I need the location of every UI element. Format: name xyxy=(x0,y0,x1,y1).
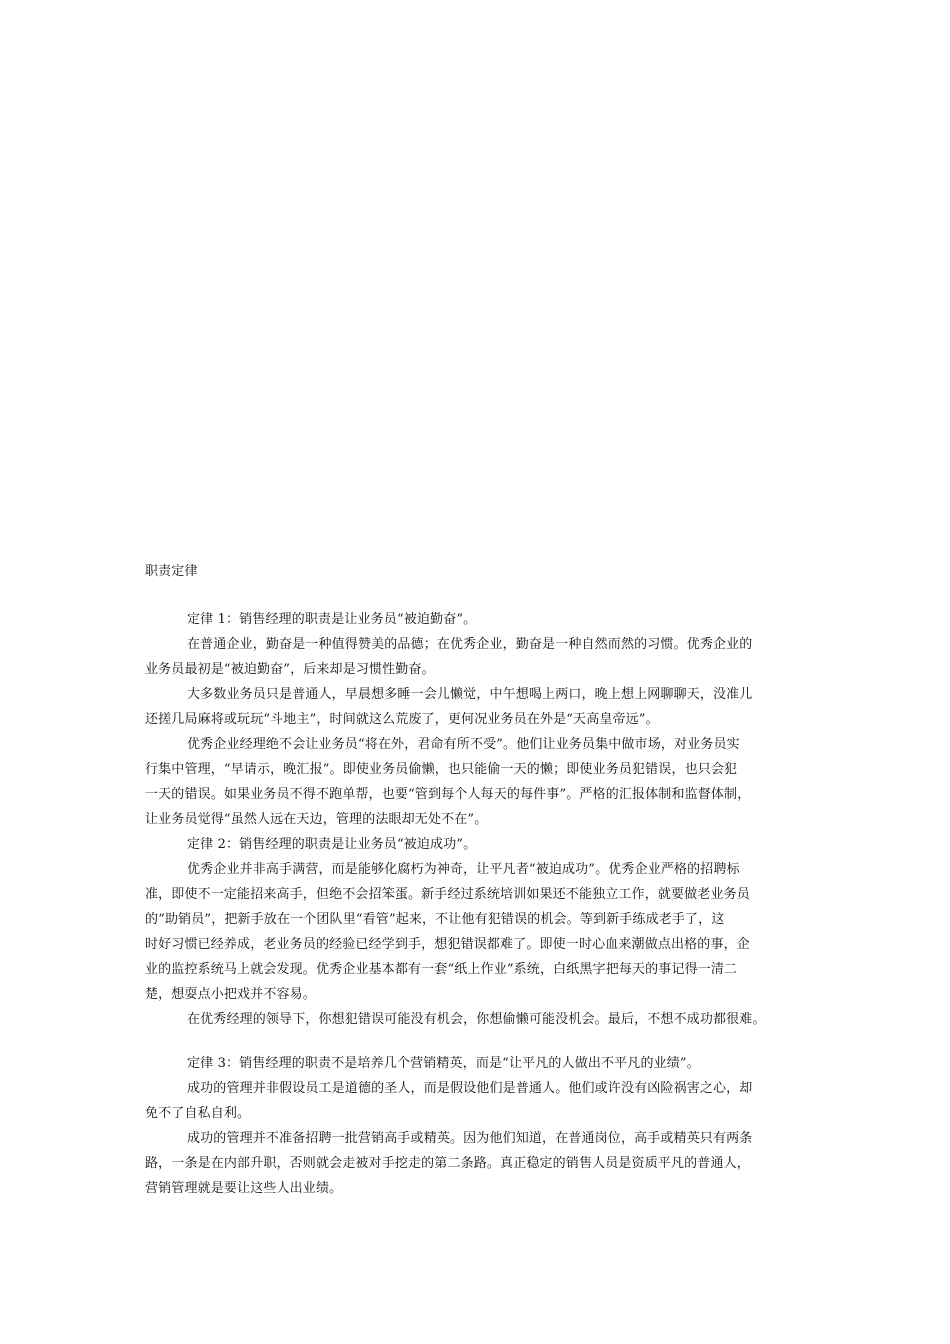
paragraph-line: 业务员最初是“被迫勤奋”，后来却是习惯性勤奋。 xyxy=(145,662,435,677)
paragraph-line: 成功的管理并不准备招聘一批营销高手或精英。因为他们知道，在普通岗位，高手或精英只有两条 xyxy=(187,1131,753,1146)
paragraph-line: 成功的管理并非假设员工是道德的圣人，而是假设他们是普通人。他们或许没有凶险祸害之心，却 xyxy=(187,1081,753,1096)
paragraph-line: 优秀企业并非高手满营，而是能够化腐朽为神奇，让平凡者“被迫成功”。优秀企业严格的招聘标 xyxy=(187,862,740,877)
paragraph-line: 路，一条是在内部升职，否则就会走被对手挖走的第二条路。真正稳定的销售人员是资质平凡的普通人， xyxy=(145,1156,750,1171)
paragraph-line: 免不了自私自利。 xyxy=(145,1106,251,1121)
paragraph-line: 在优秀经理的领导下，你想犯错误可能没有机会，你想偷懒可能没机会。最后，不想不成功都很难。 xyxy=(187,1012,766,1027)
law-1-heading: 定律 1：销售经理的职责是让业务员“被迫勤奋”。 xyxy=(187,612,477,627)
paragraph-line: 的“助销员”，把新手放在一个团队里“看管”起来，不让他有犯错误的机会。等到新手练成老手了，这 xyxy=(145,912,725,927)
paragraph-line: 楚，想耍点小把戏并不容易。 xyxy=(145,987,316,1002)
law-2-heading: 定律 2：销售经理的职责是让业务员“被迫成功”。 xyxy=(187,837,477,852)
law-3-heading: 定律 3：销售经理的职责不是培养几个营销精英，而是“让平凡的人做出不平凡的业绩”。 xyxy=(187,1056,700,1071)
paragraph-line: 还搓几局麻将或玩玩“斗地主”，时间就这么荒废了，更何况业务员在外是“天高皇帝远”。 xyxy=(145,712,659,727)
paragraph-line: 业的监控系统马上就会发现。优秀企业基本都有一套“纸上作业”系统，白纸黑字把每天的事记得一清二 xyxy=(145,962,738,977)
paragraph-line: 准，即使不一定能招来高手，但绝不会招笨蛋。新手经过系统培训如果还不能独立工作，就要做老业务员 xyxy=(145,887,750,902)
paragraph-line: 大多数业务员只是普通人，早晨想多睡一会儿懒觉，中午想喝上两口，晚上想上网聊聊天，没准儿 xyxy=(187,687,753,702)
paragraph-line: 优秀企业经理绝不会让业务员“将在外，君命有所不受”。他们让业务员集中做市场，对业务员实 xyxy=(187,737,740,752)
paragraph-line: 让业务员觉得“虽然人远在天边，管理的法眼却无处不在”。 xyxy=(145,812,488,827)
paragraph-line: 一天的错误。如果业务员不得不跑单帮，也要“管到每个人每天的每件事”。严格的汇报体制和监督体制， xyxy=(145,787,751,802)
paragraph-line: 在普通企业，勤奋是一种值得赞美的品德；在优秀企业，勤奋是一种自然而然的习惯。优秀企业的 xyxy=(187,637,753,652)
paragraph-line: 时好习惯已经养成，老业务员的经验已经学到手，想犯错误都难了。即使一时心血来潮做点出格的事，企 xyxy=(145,937,750,952)
paragraph-line: 行集中管理，“早请示，晚汇报”。即使业务员偷懒，也只能偷一天的懒；即使业务员犯错误，也只会犯 xyxy=(145,762,738,777)
paragraph-line: 营销管理就是要让这些人出业绩。 xyxy=(145,1181,343,1196)
document-title: 职责定律 xyxy=(145,564,198,579)
